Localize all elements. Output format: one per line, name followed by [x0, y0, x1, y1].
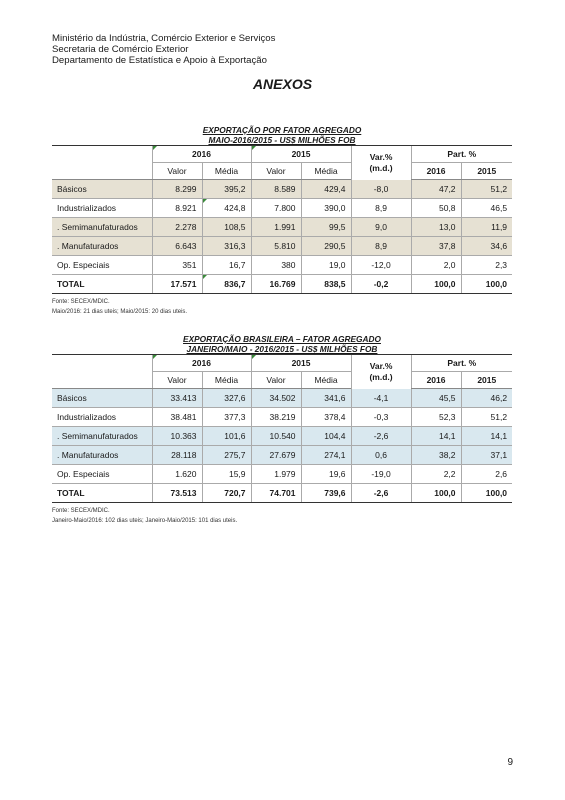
department-name: Departamento de Estatística e Apoio à Exportação [52, 55, 267, 67]
row-label: Básicos [52, 389, 152, 408]
table-row [52, 408, 512, 427]
export-factor-table-may [52, 125, 512, 317]
page-number: 9 [507, 757, 513, 768]
cell-value-2016: 17.571 [152, 275, 202, 294]
cell-value-2015: 16.769 [251, 275, 301, 294]
cell-part-2015: 2,3 [461, 256, 512, 275]
cell-value-2015: 8.589 [251, 180, 301, 199]
cell-var: -19,0 [351, 465, 411, 484]
cell-part-2016: 37,8 [411, 237, 461, 256]
cell-part-2016: 52,3 [411, 408, 461, 427]
cell-part-2016: 14,1 [411, 427, 461, 446]
cell-part-2015: 2,6 [461, 465, 512, 484]
secretariat-name: Secretaria de Comércio Exterior [52, 44, 189, 56]
cell-value-2016: 38.481 [152, 408, 202, 427]
total-row [52, 484, 512, 503]
cell-media-2015: 19,0 [301, 256, 351, 275]
table-row [52, 446, 512, 465]
subheader-part-2015: 2015 [461, 372, 512, 389]
var-label: Var.% [369, 151, 393, 162]
cell-media-2016: 424,8 [202, 199, 251, 218]
cell-media-2015: 99,5 [301, 218, 351, 237]
document-header [52, 33, 275, 67]
cell-part-2016: 100,0 [411, 484, 461, 503]
subheader-media-2015: Média [301, 372, 351, 389]
cell-value-2015: 1.979 [251, 465, 301, 484]
cell-var: -4,1 [351, 389, 411, 408]
subheader-media-2015: Média [301, 163, 351, 180]
cell-media-2016: 15,9 [202, 465, 251, 484]
row-label: Básicos [52, 180, 152, 199]
cell-var: -2,6 [351, 427, 411, 446]
subheader-part-2016: 2016 [411, 372, 461, 389]
cell-var: -2,6 [351, 484, 411, 503]
cell-media-2016: 720,7 [202, 484, 251, 503]
row-label: . Semimanufaturados [52, 218, 152, 237]
var-unit-label: (m.d.) [369, 162, 393, 173]
subheader-valor-2015: Valor [251, 372, 301, 389]
table-title-text: EXPORTAÇÃO BRASILEIRA – FATOR AGREGADO [183, 334, 381, 344]
table-row [52, 237, 512, 256]
cell-media-2016: 275,7 [202, 446, 251, 465]
table-row [52, 256, 512, 275]
row-label: . Semimanufaturados [52, 427, 152, 446]
row-label: Industrializados [52, 408, 152, 427]
cell-value-2015: 38.219 [251, 408, 301, 427]
cell-media-2016: 101,6 [202, 427, 251, 446]
cell-var: -0,2 [351, 275, 411, 294]
cell-var: -8,0 [351, 180, 411, 199]
column-header-2015: 2015 [251, 355, 351, 372]
cell-value-2015: 74.701 [251, 484, 301, 503]
row-label: Industrializados [52, 199, 152, 218]
cell-media-2015: 378,4 [301, 408, 351, 427]
column-header-2016: 2016 [152, 146, 251, 163]
cell-media-2016: 108,5 [202, 218, 251, 237]
cell-part-2015: 100,0 [461, 484, 512, 503]
cell-part-2015: 100,0 [461, 275, 512, 294]
cell-value-2016: 8.921 [152, 199, 202, 218]
subheader-valor-2016: Valor [152, 163, 202, 180]
cell-var: 8,9 [351, 237, 411, 256]
var-label: Var.% [369, 360, 393, 371]
cell-value-2016: 351 [152, 256, 202, 275]
cell-part-2015: 46,2 [461, 389, 512, 408]
cell-part-2015: 51,2 [461, 180, 512, 199]
cell-media-2015: 390,0 [301, 199, 351, 218]
row-label: Op. Especiais [52, 256, 152, 275]
cell-media-2015: 290,5 [301, 237, 351, 256]
row-label: . Manufaturados [52, 237, 152, 256]
working-days-note: Maio/2016: 21 dias uteis; Maio/2015: 20 dias uteis. [52, 309, 188, 315]
column-header-2015: 2015 [251, 146, 351, 163]
column-header-part: Part. % [411, 355, 512, 372]
cell-part-2016: 100,0 [411, 275, 461, 294]
cell-part-2015: 11,9 [461, 218, 512, 237]
table-subtitle-text: JANEIRO/MAIO - 2016/2015 - US$ MILHÕES FOB [186, 344, 378, 354]
cell-value-2015: 27.679 [251, 446, 301, 465]
cell-value-2016: 10.363 [152, 427, 202, 446]
subheader-valor-2016: Valor [152, 372, 202, 389]
column-header-2016: 2016 [152, 355, 251, 372]
subheader-part-2016: 2016 [411, 163, 461, 180]
cell-media-2016: 836,7 [202, 275, 251, 294]
cell-value-2015: 380 [251, 256, 301, 275]
cell-media-2015: 19,6 [301, 465, 351, 484]
subheader-media-2016: Média [202, 163, 251, 180]
table-row [52, 199, 512, 218]
data-table [52, 145, 512, 294]
cell-var: -0,3 [351, 408, 411, 427]
cell-value-2016: 1.620 [152, 465, 202, 484]
cell-value-2016: 8.299 [152, 180, 202, 199]
cell-media-2015: 274,1 [301, 446, 351, 465]
data-table [52, 354, 512, 503]
cell-media-2015: 104,4 [301, 427, 351, 446]
source-note: Fonte: SECEX/MDIC. [52, 299, 110, 305]
cell-part-2016: 50,8 [411, 199, 461, 218]
cell-part-2015: 37,1 [461, 446, 512, 465]
row-label: TOTAL [52, 275, 152, 294]
cell-value-2016: 33.413 [152, 389, 202, 408]
cell-value-2015: 5.810 [251, 237, 301, 256]
export-factor-table-jan-may [52, 334, 512, 526]
table-title [52, 125, 512, 145]
column-header-var [351, 146, 411, 180]
cell-part-2016: 45,5 [411, 389, 461, 408]
cell-media-2016: 16,7 [202, 256, 251, 275]
cell-value-2015: 34.502 [251, 389, 301, 408]
row-label: . Manufaturados [52, 446, 152, 465]
table-row [52, 218, 512, 237]
column-header-part: Part. % [411, 146, 512, 163]
table-subtitle-text: MAIO-2016/2015 - US$ MILHÕES FOB [208, 135, 356, 145]
cell-value-2015: 10.540 [251, 427, 301, 446]
annex-title: ANEXOS [252, 76, 313, 92]
cell-media-2016: 316,3 [202, 237, 251, 256]
cell-part-2015: 34,6 [461, 237, 512, 256]
cell-media-2016: 327,6 [202, 389, 251, 408]
table-row [52, 465, 512, 484]
cell-part-2015: 46,5 [461, 199, 512, 218]
column-header-var [351, 355, 411, 389]
source-note: Fonte: SECEX/MDIC. [52, 508, 110, 514]
cell-media-2015: 739,6 [301, 484, 351, 503]
cell-part-2016: 2,0 [411, 256, 461, 275]
cell-part-2015: 14,1 [461, 427, 512, 446]
cell-media-2016: 395,2 [202, 180, 251, 199]
working-days-note: Janeiro-Maio/2016: 102 dias uteis; Janeiro-Maio/2015: 101 dias uteis. [52, 518, 238, 524]
cell-part-2016: 13,0 [411, 218, 461, 237]
cell-value-2016: 73.513 [152, 484, 202, 503]
cell-media-2015: 429,4 [301, 180, 351, 199]
cell-part-2016: 47,2 [411, 180, 461, 199]
total-row [52, 275, 512, 294]
cell-media-2015: 341,6 [301, 389, 351, 408]
table-title-text: EXPORTAÇÃO POR FATOR AGREGADO [202, 125, 362, 135]
ministry-name: Ministério da Indústria, Comércio Exterior e Serviços [52, 33, 276, 44]
cell-part-2016: 38,2 [411, 446, 461, 465]
cell-value-2016: 2.278 [152, 218, 202, 237]
cell-value-2015: 1.991 [251, 218, 301, 237]
table-row [52, 180, 512, 199]
cell-value-2016: 6.643 [152, 237, 202, 256]
cell-media-2016: 377,3 [202, 408, 251, 427]
table-footnote [52, 506, 512, 526]
row-label: Op. Especiais [52, 465, 152, 484]
table-row [52, 427, 512, 446]
cell-part-2015: 51,2 [461, 408, 512, 427]
cell-var: 0,6 [351, 446, 411, 465]
table-row [52, 389, 512, 408]
cell-media-2015: 838,5 [301, 275, 351, 294]
table-title [52, 334, 512, 354]
subheader-media-2016: Média [202, 372, 251, 389]
cell-part-2016: 2,2 [411, 465, 461, 484]
cell-value-2016: 28.118 [152, 446, 202, 465]
cell-var: 9,0 [351, 218, 411, 237]
var-unit-label: (m.d.) [369, 371, 393, 382]
cell-value-2015: 7.800 [251, 199, 301, 218]
row-label: TOTAL [52, 484, 152, 503]
cell-var: 8,9 [351, 199, 411, 218]
subheader-part-2015: 2015 [461, 163, 512, 180]
subheader-valor-2015: Valor [251, 163, 301, 180]
cell-var: -12,0 [351, 256, 411, 275]
table-footnote [52, 297, 512, 317]
